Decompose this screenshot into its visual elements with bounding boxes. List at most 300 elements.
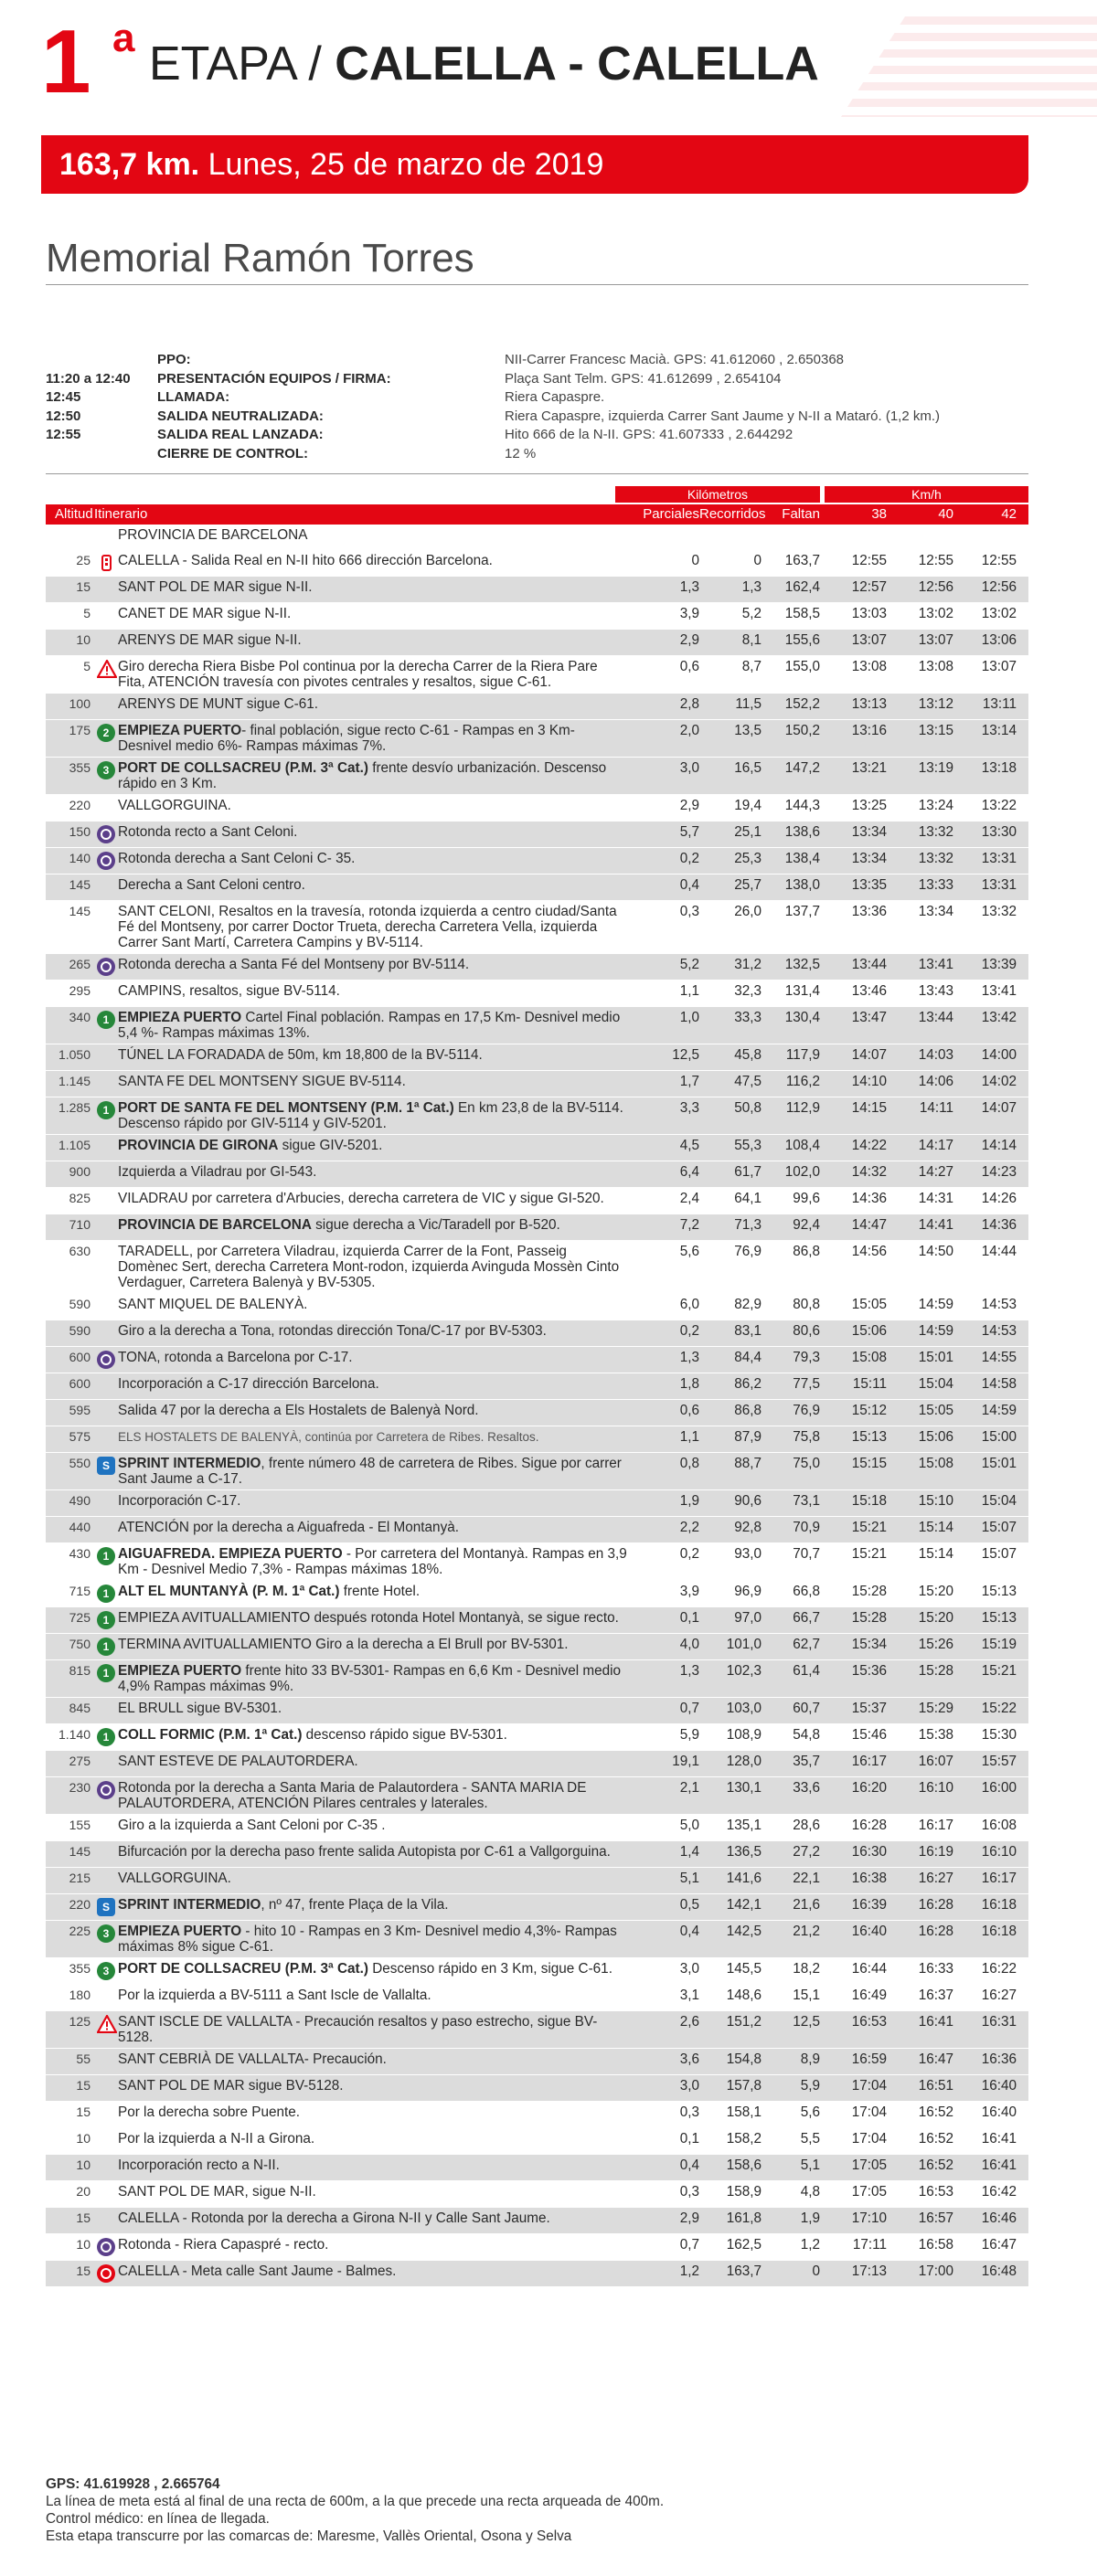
parciales-cell: 5,9: [679, 1727, 699, 1743]
mountain-pass-icon: 1: [97, 1585, 115, 1603]
time-40-cell: 13:24: [918, 798, 953, 813]
icon-cell: [94, 851, 118, 871]
altitude-cell: 220: [69, 798, 91, 812]
parciales-cell: 5,7: [679, 824, 699, 840]
altitude-cell: 15: [76, 2078, 91, 2093]
stage-route: CALELLA - CALELLA: [335, 37, 819, 90]
time-38-cell: 15:18: [851, 1493, 887, 1509]
time-38-cell: 17:04: [851, 2104, 887, 2120]
mountain-pass-icon: 3: [97, 761, 115, 779]
icon-cell: [94, 2157, 118, 2178]
faltan-cell: 138,4: [784, 851, 820, 866]
table-row: [46, 1868, 1028, 1894]
col-42: 42: [1001, 506, 1017, 522]
time-42-cell: 16:17: [981, 1871, 1017, 1886]
altitude-cell: 1.285: [58, 1100, 91, 1115]
table-row: [46, 1426, 1028, 1453]
recorridos-cell: 136,5: [726, 1844, 762, 1860]
parciales-cell: 0,2: [679, 851, 699, 866]
time-40-cell: 13:15: [918, 723, 953, 738]
parciales-cell: 2,0: [679, 723, 699, 738]
time-42-cell: 15:04: [981, 1493, 1017, 1509]
info-row: [46, 351, 1028, 370]
table-row: [46, 630, 1028, 656]
faltan-cell: 73,1: [793, 1493, 820, 1509]
itinerary-cell: [118, 1047, 641, 1063]
time-38-cell: 13:35: [851, 877, 887, 893]
faltan-cell: 162,4: [784, 579, 820, 595]
icon-cell: [94, 877, 118, 897]
itinerary-text: VALLGORGUINA.: [118, 1871, 231, 1886]
itinerary-text: Giro a la izquierda a Sant Celoni por C-35 .: [118, 1818, 386, 1833]
itinerary-cell: [118, 1818, 641, 1833]
icon-cell: [94, 606, 118, 626]
faltan-cell: 28,6: [793, 1818, 820, 1833]
itinerary-cell: [118, 877, 641, 893]
altitude-cell: 595: [69, 1403, 91, 1417]
divider: [46, 284, 1028, 285]
time-38-cell: 12:57: [851, 579, 887, 595]
itinerary-highlight: EMPIEZA PUERTO: [118, 1010, 242, 1025]
sprint-icon: S: [97, 1898, 115, 1916]
time-42-cell: 13:14: [981, 723, 1017, 738]
altitude-cell: 900: [69, 1164, 91, 1179]
altitude-cell: 265: [69, 957, 91, 971]
faltan-cell: 108,4: [784, 1138, 820, 1153]
faltan-cell: 79,3: [793, 1350, 820, 1365]
icon-cell: [94, 760, 118, 780]
faltan-cell: 132,5: [784, 957, 820, 972]
recorridos-cell: 5,2: [741, 606, 762, 621]
recorridos-cell: 0: [753, 553, 762, 568]
table-row: [46, 1543, 1028, 1581]
time-40-cell: 13:41: [918, 957, 953, 972]
time-38-cell: 15:34: [851, 1637, 887, 1652]
time-42-cell: 15:21: [981, 1663, 1017, 1679]
table-row: [46, 656, 1028, 694]
itinerary-cell: [118, 1403, 641, 1418]
time-38-cell: 13:21: [851, 760, 887, 776]
recorridos-cell: 84,4: [734, 1350, 762, 1365]
faltan-cell: 92,4: [793, 1217, 820, 1233]
faltan-cell: 131,4: [784, 983, 820, 999]
itinerary-text: Bifurcación por la derecha paso frente salida Autopista por C-61 a Vallgorguina.: [118, 1844, 611, 1860]
icon-cell: [94, 2131, 118, 2151]
faltan-cell: 18,2: [793, 1961, 820, 1977]
time-42-cell: 13:11: [982, 696, 1017, 712]
itinerary-text: Derecha a Sant Celoni centro.: [118, 877, 305, 893]
time-40-cell: 16:33: [918, 1961, 953, 1977]
time-38-cell: 17:10: [851, 2210, 887, 2226]
time-38-cell: 15:15: [851, 1456, 887, 1471]
time-38-cell: 13:16: [851, 723, 887, 738]
faltan-cell: 8,9: [800, 2051, 820, 2067]
time-42-cell: 16:41: [981, 2131, 1017, 2147]
time-42-cell: 16:46: [981, 2210, 1017, 2226]
itinerary-highlight: PROVINCIA DE BARCELONA: [118, 1217, 312, 1233]
table-row: [46, 1007, 1028, 1044]
itinerary-highlight: AIGUAFREDA. EMPIEZA PUERTO: [118, 1546, 343, 1562]
parciales-cell: 1,3: [679, 1663, 699, 1679]
time-42-cell: 16:31: [981, 2014, 1017, 2030]
time-38-cell: 12:55: [851, 553, 887, 568]
itinerary-cell: [118, 1376, 641, 1392]
icon-cell: [94, 1456, 118, 1476]
stage-info-bar: [41, 135, 1028, 194]
itinerary-text: Giro a la derecha a Tona, rotondas dirección Tona/C-17 por BV-5303.: [118, 1323, 547, 1339]
table-group-header: [46, 486, 1028, 504]
time-42-cell: 16:18: [981, 1924, 1017, 1939]
time-40-cell: 15:05: [918, 1403, 953, 1418]
itinerary-text: CALELLA - Meta calle Sant Jaume - Balmes.: [118, 2263, 397, 2279]
time-42-cell: 13:41: [981, 983, 1017, 999]
itinerary-text: SANT CELONI, Resaltos en la travesía, rotonda izquierda a centro ciudad/Santa Fé del Montseny, por carrer Doctor Trueta, derecha Carretera Vella, izquierda Carrer Sant Martí, Carretera Campins y BV-5114.: [118, 904, 617, 950]
mountain-pass-icon: 3: [97, 1924, 115, 1943]
itinerary-cell: [118, 1297, 641, 1312]
time-42-cell: 13:30: [981, 824, 1017, 840]
time-42-cell: 15:00: [981, 1429, 1017, 1445]
finish-icon: [97, 2264, 115, 2283]
faltan-cell: 62,7: [793, 1637, 820, 1652]
itinerary-cell: [118, 1897, 641, 1913]
parciales-cell: 2,1: [679, 1780, 699, 1796]
table-row: [46, 1214, 1028, 1241]
faltan-cell: 21,2: [793, 1924, 820, 1939]
table-row: [46, 2181, 1028, 2208]
altitude-cell: 590: [69, 1323, 91, 1338]
table-row: [46, 795, 1028, 822]
time-38-cell: 14:56: [851, 1244, 887, 1259]
itinerary-cell: [118, 1637, 641, 1652]
time-38-cell: 14:10: [851, 1074, 887, 1089]
time-38-cell: 16:20: [851, 1780, 887, 1796]
parciales-cell: 1,9: [679, 1493, 699, 1509]
itinerary-text: SANTA FE DEL MONTSENY SIGUE BV-5114.: [118, 1074, 406, 1089]
itinerary-text: frente hito 33 BV-5301- Rampas en 6,6 Km - Desnivel medio 4,9% Rampas máximas 9%.: [118, 1663, 622, 1694]
itinerary-text: Giro derecha Riera Bisbe Pol continua por la derecha Carrer de la Riera Pare Fita, ATENCIÓN travesía con pivotes centrales y resaltos, sigue C-61.: [118, 659, 598, 690]
time-38-cell: 13:08: [851, 659, 887, 674]
info-time: [46, 445, 157, 464]
recorridos-cell: 96,9: [734, 1584, 762, 1599]
time-40-cell: 16:28: [918, 1897, 953, 1913]
time-40-cell: 14:17: [918, 1138, 953, 1153]
time-42-cell: 14:53: [981, 1297, 1017, 1312]
province-label: PROVINCIA DE BARCELONA: [118, 527, 308, 543]
faltan-cell: 138,0: [784, 877, 820, 893]
parciales-cell: 0,8: [679, 1456, 699, 1471]
icon-cell: [94, 579, 118, 599]
parciales-cell: 3,0: [679, 1961, 699, 1977]
altitude-cell: 355: [69, 760, 91, 775]
altitude-cell: 750: [69, 1637, 91, 1651]
parciales-cell: 0,5: [679, 1897, 699, 1913]
time-42-cell: 14:26: [981, 1191, 1017, 1206]
faltan-cell: 0: [812, 2263, 820, 2279]
recorridos-cell: 71,3: [734, 1217, 762, 1233]
itinerary-text: sigue GIV-5201.: [278, 1138, 383, 1153]
time-38-cell: 14:32: [851, 1164, 887, 1180]
time-40-cell: 12:55: [918, 553, 953, 568]
itinerary-text: ATENCIÓN por la derecha a Aiguafreda - El Montanyà.: [118, 1520, 459, 1535]
icon-cell: [94, 1493, 118, 1513]
icon-cell: [94, 1010, 118, 1030]
time-40-cell: 16:27: [918, 1871, 953, 1886]
parciales-cell: 0,2: [679, 1323, 699, 1339]
time-38-cell: 15:12: [851, 1403, 887, 1418]
time-40-cell: 13:08: [918, 659, 953, 674]
altitude-cell: 230: [69, 1780, 91, 1795]
table-row: [46, 720, 1028, 758]
time-42-cell: 16:36: [981, 2051, 1017, 2067]
time-38-cell: 17:11: [852, 2237, 887, 2253]
stage-number: 1: [41, 11, 89, 111]
itinerary-highlight: EMPIEZA PUERTO: [118, 1663, 242, 1679]
icon-cell: [94, 2104, 118, 2125]
itinerary-text: ARENYS DE MAR sigue N-II.: [118, 632, 302, 648]
altitude-cell: 295: [69, 983, 91, 998]
recorridos-cell: 102,3: [726, 1663, 762, 1679]
icon-cell: [94, 1047, 118, 1067]
time-38-cell: 13:44: [851, 957, 887, 972]
itinerary-cell: [118, 1493, 641, 1509]
info-value: NII-Carrer Francesc Macià. GPS: 41.612060 , 2.650368: [505, 352, 845, 367]
parciales-cell: 6,0: [679, 1297, 699, 1312]
recorridos-cell: 142,1: [726, 1897, 762, 1913]
time-40-cell: 15:04: [918, 1376, 953, 1392]
itinerary-text: Rotonda - Riera Capaspré - recto.: [118, 2237, 329, 2253]
faltan-cell: 33,6: [793, 1780, 820, 1796]
time-42-cell: 14:59: [981, 1403, 1017, 1418]
table-row: [46, 1607, 1028, 1634]
faltan-cell: 147,2: [784, 760, 820, 776]
itinerary-cell: [118, 798, 641, 813]
table-row: [46, 1985, 1028, 2011]
time-40-cell: 14:59: [918, 1297, 953, 1312]
itinerary-cell: [118, 904, 641, 950]
itinerary-cell: [118, 1217, 641, 1233]
icon-cell: [94, 1924, 118, 1944]
faltan-cell: 21,6: [793, 1897, 820, 1913]
divider: [46, 473, 1028, 474]
itinerary-text: SANT POL DE MAR sigue BV-5128.: [118, 2078, 344, 2094]
time-42-cell: 16:10: [981, 1844, 1017, 1860]
roundabout-icon: [97, 1781, 115, 1799]
altitude-cell: 155: [69, 1818, 91, 1832]
time-40-cell: 14:27: [918, 1164, 953, 1180]
table-row: [46, 822, 1028, 848]
warning-icon: [97, 2015, 117, 2033]
altitude-cell: 20: [76, 2184, 91, 2199]
icon-cell: [94, 1701, 118, 1721]
itinerary-text: Incorporación a C-17 dirección Barcelona.: [118, 1376, 379, 1392]
time-40-cell: 14:31: [918, 1191, 953, 1206]
time-38-cell: 15:28: [851, 1584, 887, 1599]
table-row: [46, 1135, 1028, 1161]
stage-word: ETAPA /: [149, 37, 335, 90]
itinerary-text: VALLGORGUINA.: [118, 798, 231, 813]
faltan-cell: 22,1: [793, 1871, 820, 1886]
time-40-cell: 13:43: [918, 983, 953, 999]
icon-cell: [94, 1871, 118, 1891]
parciales-cell: 0,3: [679, 2184, 699, 2200]
time-38-cell: 15:46: [851, 1727, 887, 1743]
info-value: Riera Capaspre.: [505, 389, 605, 405]
recorridos-cell: 45,8: [734, 1047, 762, 1063]
icon-cell: [94, 1350, 118, 1370]
table-row: [46, 2208, 1028, 2234]
itinerary-cell: [118, 1961, 641, 1977]
icon-cell: [94, 2263, 118, 2284]
itinerary-cell: [118, 1074, 641, 1089]
altitude-cell: 440: [69, 1520, 91, 1534]
recorridos-cell: 97,0: [734, 1610, 762, 1626]
col-40: 40: [938, 506, 953, 522]
time-40-cell: 16:10: [918, 1780, 953, 1796]
recorridos-cell: 158,1: [726, 2104, 762, 2120]
time-42-cell: 14:02: [981, 1074, 1017, 1089]
icon-cell: [94, 553, 118, 573]
itinerary-text: Rotonda derecha a Santa Fé del Montseny por BV-5114.: [118, 957, 470, 972]
time-40-cell: 16:58: [918, 2237, 953, 2253]
time-40-cell: 16:53: [918, 2184, 953, 2200]
recorridos-cell: 154,8: [726, 2051, 762, 2067]
time-40-cell: 13:32: [918, 851, 953, 866]
altitude-cell: 15: [76, 2210, 91, 2225]
altitude-cell: 225: [69, 1924, 91, 1938]
faltan-cell: 130,4: [784, 1010, 820, 1025]
time-38-cell: 16:28: [851, 1818, 887, 1833]
time-42-cell: 16:18: [981, 1897, 1017, 1913]
icon-cell: [94, 1074, 118, 1094]
itinerary-text: Por la izquierda a BV-5111 a Sant Iscle de Vallalta.: [118, 1988, 431, 2003]
altitude-cell: 355: [69, 1961, 91, 1976]
mountain-pass-icon: 1: [97, 1728, 115, 1746]
recorridos-cell: 90,6: [734, 1493, 762, 1509]
itinerary-cell: [118, 1924, 641, 1955]
altitude-cell: 630: [69, 1244, 91, 1258]
time-42-cell: 15:07: [981, 1520, 1017, 1535]
itinerary-cell: [118, 1138, 641, 1153]
table-row: [46, 2011, 1028, 2049]
time-38-cell: 16:49: [851, 1988, 887, 2003]
recorridos-cell: 86,2: [734, 1376, 762, 1392]
itinerary-text: SANT POL DE MAR, sigue N-II.: [118, 2184, 316, 2200]
icon-cell: [94, 2051, 118, 2072]
time-38-cell: 13:36: [851, 904, 887, 919]
faltan-cell: 137,7: [784, 904, 820, 919]
parciales-cell: 0: [691, 553, 699, 568]
col-38: 38: [871, 506, 887, 522]
altitude-cell: 150: [69, 824, 91, 839]
itinerary-cell: [118, 824, 641, 840]
table-row: [46, 1097, 1028, 1135]
recorridos-cell: 55,3: [734, 1138, 762, 1153]
faltan-cell: 27,2: [793, 1844, 820, 1860]
itinerary-highlight: COLL FORMIC (P.M. 1ª Cat.): [118, 1727, 303, 1743]
itinerary-cell: [118, 1546, 641, 1577]
time-40-cell: 16:07: [918, 1754, 953, 1769]
roundabout-icon: [97, 2238, 115, 2256]
faltan-cell: 15,1: [793, 1988, 820, 2003]
faltan-cell: 66,8: [793, 1584, 820, 1599]
time-38-cell: 15:37: [851, 1701, 887, 1716]
time-42-cell: 15:57: [981, 1754, 1017, 1769]
time-40-cell: 12:56: [918, 579, 953, 595]
altitude-cell: 10: [76, 2157, 91, 2172]
time-40-cell: 13:32: [918, 824, 953, 840]
time-42-cell: 14:07: [981, 1100, 1017, 1116]
time-38-cell: 17:05: [851, 2157, 887, 2173]
time-42-cell: 13:02: [981, 606, 1017, 621]
time-40-cell: 13:07: [918, 632, 953, 648]
footer-line: La línea de meta está al final de una recta de 600m, a la que precede una recta arqueada de 400m.: [46, 2494, 665, 2509]
parciales-cell: 5,6: [679, 1244, 699, 1259]
icon-cell: [94, 1429, 118, 1449]
time-38-cell: 13:47: [851, 1010, 887, 1025]
faltan-cell: 5,5: [800, 2131, 820, 2147]
time-42-cell: 16:40: [981, 2104, 1017, 2120]
parciales-cell: 0,6: [679, 1403, 699, 1418]
itinerary-cell: [118, 1350, 641, 1365]
table-row: [46, 901, 1028, 954]
info-row: [46, 388, 1028, 408]
itinerary-cell: [118, 1520, 641, 1535]
time-40-cell: 15:28: [918, 1663, 953, 1679]
icon-cell: [94, 1376, 118, 1396]
faltan-cell: 5,6: [800, 2104, 820, 2120]
time-40-cell: 16:28: [918, 1924, 953, 1939]
recorridos-cell: 163,7: [726, 2263, 762, 2279]
time-38-cell: 13:13: [851, 696, 887, 712]
itinerary-cell: [118, 1727, 641, 1743]
itinerary-cell: [118, 1663, 641, 1694]
info-value: Hito 666 de la N-II. GPS: 41.607333 , 2.644292: [505, 427, 793, 442]
recorridos-cell: 108,9: [726, 1727, 762, 1743]
icon-cell: [94, 904, 118, 924]
time-38-cell: 15:13: [851, 1429, 887, 1445]
info-time: 11:20 a 12:40: [46, 370, 131, 387]
itinerary-text: , nº 47, frente Plaça de la Vila.: [261, 1897, 449, 1913]
faltan-cell: 5,1: [800, 2157, 820, 2173]
altitude-cell: 15: [76, 2104, 91, 2119]
recorridos-cell: 151,2: [726, 2014, 762, 2030]
altitude-cell: 100: [69, 696, 91, 711]
altitude-cell: 710: [69, 1217, 91, 1232]
recorridos-cell: 130,1: [726, 1780, 762, 1796]
icon-cell: [94, 1663, 118, 1683]
table-row: [46, 981, 1028, 1007]
altitude-cell: 430: [69, 1546, 91, 1561]
recorridos-cell: 157,8: [726, 2078, 762, 2094]
time-38-cell: 15:05: [851, 1297, 887, 1312]
time-42-cell: 16:40: [981, 2078, 1017, 2094]
table-row: [46, 694, 1028, 720]
itinerary-cell: [118, 1010, 641, 1041]
icon-cell: [94, 1323, 118, 1343]
time-40-cell: 14:03: [918, 1047, 953, 1063]
time-42-cell: 14:55: [981, 1350, 1017, 1365]
time-40-cell: 13:19: [918, 760, 953, 776]
icon-cell: [94, 2237, 118, 2257]
time-38-cell: 14:07: [851, 1047, 887, 1063]
mountain-pass-icon: 2: [97, 724, 115, 742]
time-40-cell: 13:33: [918, 877, 953, 893]
altitude-cell: 145: [69, 904, 91, 918]
itinerary-cell: [118, 1191, 641, 1206]
time-38-cell: 15:36: [851, 1663, 887, 1679]
itinerary-cell: [118, 1754, 641, 1769]
time-40-cell: 13:44: [918, 1010, 953, 1025]
